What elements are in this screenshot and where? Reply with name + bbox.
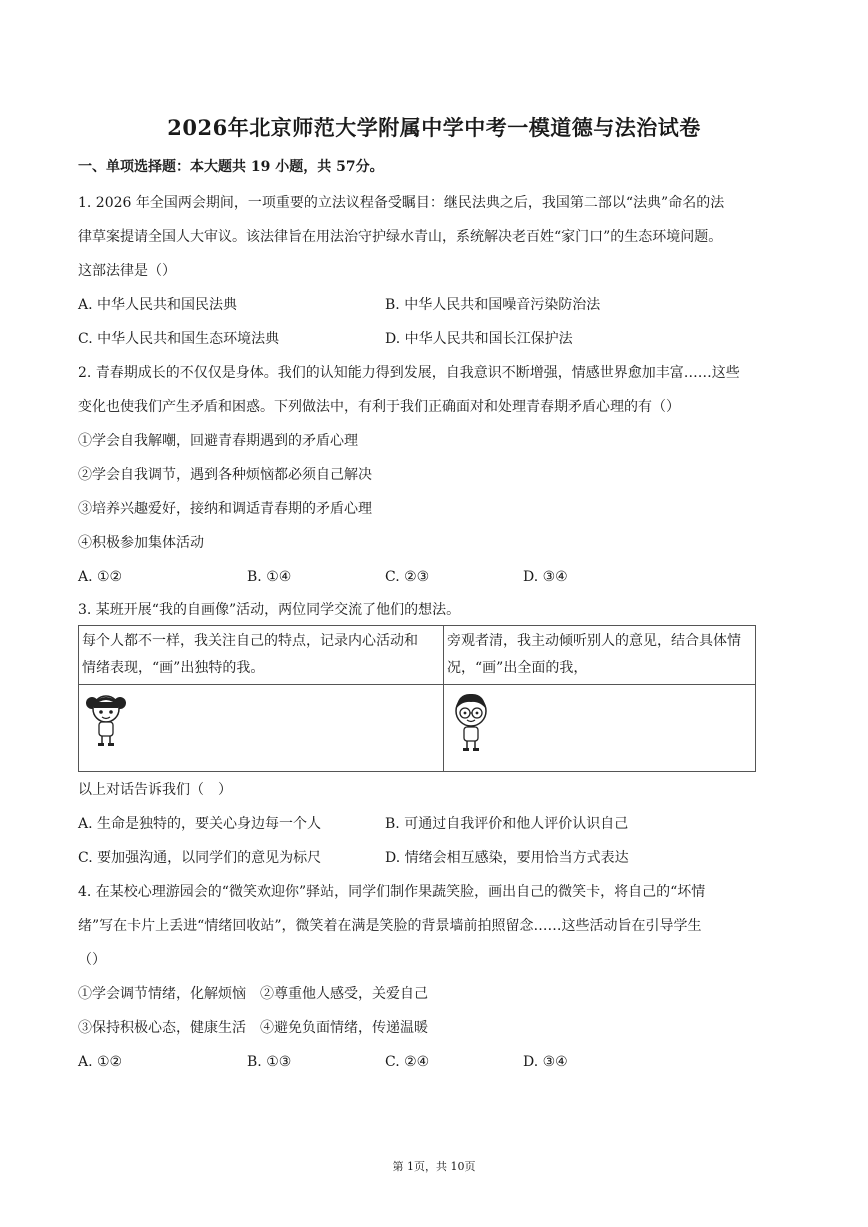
q4-item: ①学会调节情绪，化解烦恼 ②尊重他人感受，关爱自己: [78, 986, 428, 1002]
q1-stem-line: 1. 2026 年全国两会期间，一项重要的立法议程备受瞩目：继民法典之后，我国第二部以“法典”命名的法: [78, 195, 725, 211]
q1-option-c[interactable]: C. 中华人民共和国生态环境法典: [78, 331, 280, 347]
right-student-text: [444, 626, 756, 685]
right-student-line: 旁观者清，我主动倾听别人的意见，结合具体情: [447, 633, 741, 649]
q3-option-d[interactable]: D. 情绪会相互感染，要用恰当方式表达: [385, 850, 629, 866]
q4-option-c[interactable]: C. ②④: [385, 1054, 430, 1070]
left-student-line: 每个人都不一样，我关注自己的特点，记录内心活动和: [82, 633, 418, 649]
q4-stem-line: 绪”写在卡片上丢进“情绪回收站”，微笑着在满是笑脸的背景墙前拍照留念……这些活动旨在引导学生: [78, 918, 702, 934]
q2-stem-line: 2. 青春期成长的不仅仅是身体。我们的认知能力得到发展，自我意识不断增强，情感世界愈加丰富……这些: [78, 365, 740, 381]
left-student-line: 情绪表现，“画”出独特的我。: [82, 660, 265, 676]
right-student-line: 况，“画”出全面的我，: [447, 660, 588, 676]
girl-cartoon-icon: [85, 689, 127, 751]
q1-option-b[interactable]: B. 中华人民共和国噪音污染防治法: [385, 297, 601, 313]
page-footer: 第 1页，共 10页: [392, 1160, 476, 1173]
q2-option-b[interactable]: B. ①④: [247, 569, 292, 585]
girl-illustration-cell: [79, 685, 444, 772]
q4-option-a[interactable]: A. ①②: [78, 1054, 123, 1070]
q3-after: 以上对话告诉我们（ ）: [78, 782, 232, 798]
q4-stem-line: （）: [78, 952, 106, 968]
q1-option-d[interactable]: D. 中华人民共和国长江保护法: [385, 331, 573, 347]
q3-option-c[interactable]: C. 要加强沟通，以同学们的意见为标尺: [78, 850, 322, 866]
boy-illustration-cell: [444, 685, 756, 772]
dialogue-table: [78, 625, 756, 772]
section-heading: 一、单项选择题：本大题共 19 小题，共 57分。: [78, 159, 384, 175]
q4-option-b[interactable]: B. ①③: [247, 1054, 292, 1070]
boy-cartoon-icon: [450, 689, 492, 755]
q1-option-a[interactable]: A. 中华人民共和国民法典: [78, 297, 238, 313]
q3-option-b[interactable]: B. 可通过自我评价和他人评价认识自己: [385, 816, 629, 832]
q4-item: ③保持积极心态，健康生活 ④避免负面情绪，传递温暖: [78, 1020, 428, 1036]
page-title: 2026年北京师范大学附属中学中考一模道德与法治试卷: [167, 115, 701, 140]
q2-item: ②学会自我调节，遇到各种烦恼都必须自己解决: [78, 467, 372, 483]
q4-option-d[interactable]: D. ③④: [523, 1054, 568, 1070]
q2-option-a[interactable]: A. ①②: [78, 569, 123, 585]
q1-stem-line: 这部法律是（）: [78, 263, 176, 279]
q2-stem-line: 变化也使我们产生矛盾和困惑。下列做法中，有利于我们正确面对和处理青春期矛盾心理的有（）: [78, 399, 680, 415]
q2-item: ④积极参加集体活动: [78, 535, 204, 551]
q2-item: ③培养兴趣爱好，接纳和调适青春期的矛盾心理: [78, 501, 372, 517]
q2-option-d[interactable]: D. ③④: [523, 569, 568, 585]
q1-stem-line: 律草案提请全国人大审议。该法律旨在用法治守护绿水青山，系统解决老百姓“家门口”的生态环境问题。: [78, 229, 723, 245]
q2-option-c[interactable]: C. ②③: [385, 569, 430, 585]
left-student-text: [79, 626, 444, 685]
q2-item: ①学会自我解嘲，回避青春期遇到的矛盾心理: [78, 433, 358, 449]
q3-option-a[interactable]: A. 生命是独特的，要关心身边每一个人: [78, 816, 322, 832]
q3-stem: 3. 某班开展“我的自画像”活动，两位同学交流了他们的想法。: [78, 602, 461, 618]
q4-stem-line: 4. 在某校心理游园会的“微笑欢迎你”驿站，同学们制作果蔬笑脸，画出自己的微笑卡，将自己的“坏情: [78, 884, 706, 900]
